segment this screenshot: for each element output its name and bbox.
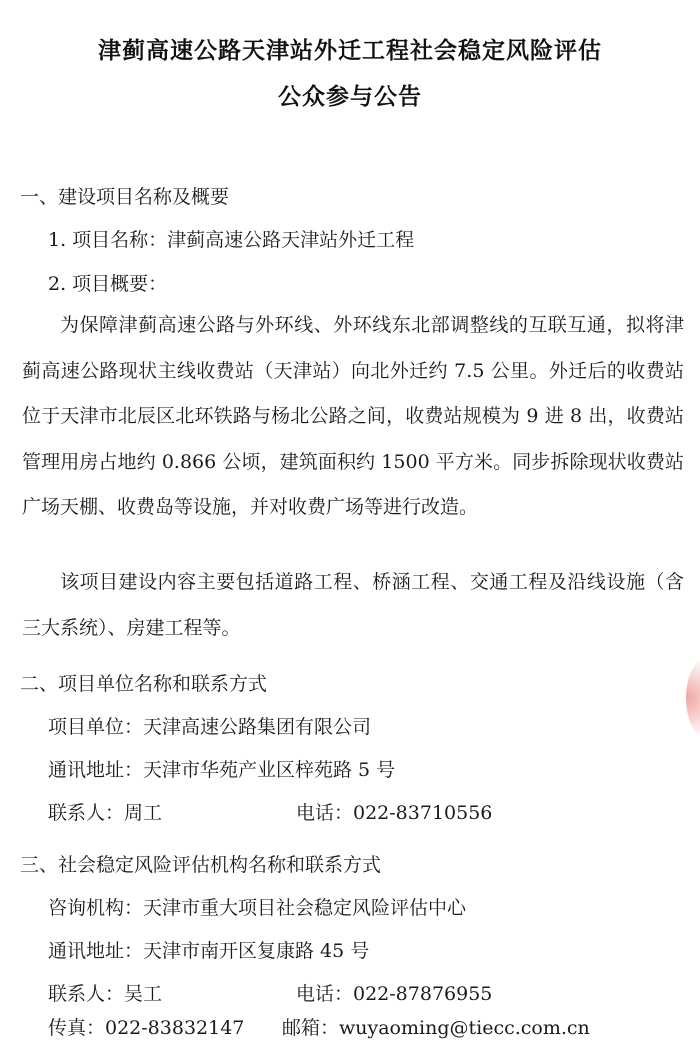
section3-heading: 三、社会稳定风险评估机构名称和联系方式	[20, 854, 382, 876]
section1-heading: 一、建设项目名称及概要	[20, 186, 230, 208]
unit-phone: 电话：022-83710556	[296, 802, 493, 824]
section2-heading: 二、项目单位名称和联系方式	[20, 673, 268, 695]
project-overview-item: 2. 项目概要：	[48, 273, 168, 295]
agency-phone: 电话：022-87876955	[296, 983, 493, 1005]
document-subtitle: 公众参与公告	[278, 84, 422, 110]
consulting-agency: 咨询机构：天津市重大项目社会稳定风险评估中心	[48, 897, 467, 919]
red-seal-stamp	[686, 658, 700, 738]
unit-address: 通讯地址：天津市华苑产业区梓苑路 5 号	[48, 759, 396, 781]
agency-fax: 传真：022-83832147	[48, 1017, 245, 1039]
project-unit: 项目单位：天津高速公路集团有限公司	[48, 716, 372, 738]
agency-email: 邮箱：wuyaoming@tiecc.com.cn	[282, 1017, 590, 1039]
agency-contact-person: 联系人：吴工	[48, 983, 163, 1005]
agency-address: 通讯地址：天津市南开区复康路 45 号	[48, 940, 370, 962]
unit-contact-person: 联系人：周工	[48, 802, 163, 824]
project-overview-paragraph: 为保障津蓟高速公路与外环线、外环线东北部调整线的互联互通，拟将津蓟高速公路现状主线收费站（天津站）向北外迁约 7.5 公里。外迁后的收费站位于天津市北辰区北环铁路与杨北公路之间，收费站规模为 9 进 8 出，收费站管理用房占地约 0.866 公顷，建筑面积约 1500 平方米。同步拆除现状收费站广场天棚、收费岛等设施，并对收费广场等进行改造。	[22, 314, 684, 518]
document-title: 津蓟高速公路天津站外迁工程社会稳定风险评估	[98, 38, 602, 64]
project-name-item: 1. 项目名称：津蓟高速公路天津站外迁工程	[48, 229, 415, 251]
project-content-paragraph: 该项目建设内容主要包括道路工程、桥涵工程、交通工程及沿线设施（含三大系统）、房建工程等。	[22, 571, 684, 639]
